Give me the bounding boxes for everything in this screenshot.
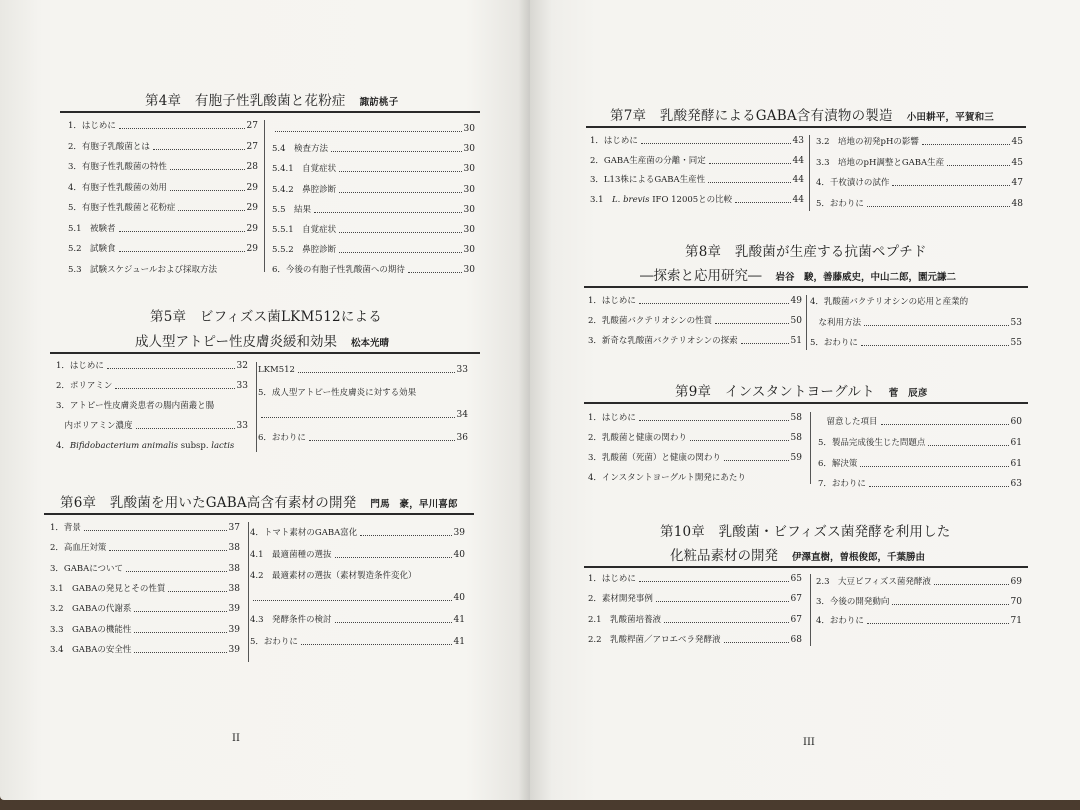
toc-page-number: 44	[792, 194, 804, 205]
toc-entry-title	[250, 614, 332, 626]
toc-entry-text: 2.2 乳酸桿菌／アロエベラ発酵液	[588, 634, 721, 645]
toc-entry-text: 5.4.1 自覚症状	[272, 164, 337, 175]
toc-page-number: 59	[790, 453, 802, 463]
toc-entry	[250, 525, 465, 539]
toc-entry-title	[50, 522, 81, 534]
chapter-10-title-line2	[670, 544, 925, 564]
toc-page-number: 43	[792, 136, 804, 146]
toc-entry-text: 4．乳酸菌バクテリオシンの応用と産業的	[810, 297, 969, 307]
toc-entry	[816, 613, 1022, 627]
toc-entry-title	[50, 603, 131, 615]
chapter-author: 菅 辰彦	[888, 388, 928, 399]
toc-entry-text: な利用方法	[810, 317, 862, 328]
toc-entry-italic: Bifidobacterium animalis	[69, 441, 179, 451]
toc-entry-title	[50, 624, 131, 636]
toc-entry-title	[816, 596, 889, 608]
toc-entry-text: 4．おわりに	[816, 616, 864, 627]
toc-page-number: 30	[463, 184, 475, 195]
toc-entry-title	[250, 549, 332, 561]
toc-entry-text: 留意した項目	[818, 417, 878, 427]
toc-page-number: 38	[228, 563, 240, 574]
toc-entry	[588, 632, 802, 646]
chapter-author: 諏訪桃子	[359, 97, 399, 108]
toc-entry-title	[50, 583, 165, 595]
toc-page-number: 39	[453, 528, 465, 538]
toc-entry-title	[816, 615, 864, 627]
leader-dots	[360, 535, 451, 536]
toc-entry-text: 5.1 被験者	[68, 223, 116, 234]
leader-dots	[134, 632, 226, 633]
toc-column-left	[50, 520, 240, 670]
chapter-author: 伊澤直樹，曽根俊郎，千葉勝由	[792, 552, 926, 563]
toc-page-number: 27	[246, 141, 258, 152]
toc-page-number: 48	[1011, 198, 1023, 209]
toc-page-number: 51	[790, 336, 802, 346]
toc-page-number: 41	[453, 636, 465, 647]
leader-dots	[168, 591, 226, 592]
toc-page-number: 40	[453, 549, 465, 560]
toc-column-right	[250, 525, 465, 675]
leader-dots	[126, 571, 226, 572]
toc-entry-text: 5．有胞子性乳酸菌と花粉症	[68, 203, 176, 213]
toc-entry-text: 3．乳酸菌（死菌）と健康の関わり	[588, 453, 721, 463]
toc-page-number: 69	[1010, 577, 1022, 587]
leader-dots	[335, 557, 452, 558]
toc-page-number: 67	[790, 594, 802, 605]
toc-entry-title	[588, 573, 636, 585]
toc-page-number: 30	[463, 164, 475, 175]
toc-entry-text: 3．L13株によるGABA生産性	[590, 175, 706, 185]
toc-entry-text: 2．素材開発事例	[588, 594, 653, 605]
toc-page-number: 34	[456, 410, 468, 420]
toc-entry-text: 5．おわりに	[810, 338, 858, 348]
toc-entry	[816, 574, 1022, 588]
toc-entry-title	[50, 542, 106, 554]
toc-entry	[588, 612, 802, 626]
toc-entry-text: 5.4 検査方法	[272, 144, 329, 155]
leader-dots	[867, 623, 1009, 624]
leader-dots	[724, 642, 789, 643]
toc-page-number: 36	[456, 432, 468, 443]
toc-entry	[50, 622, 240, 636]
chapter-6	[0, 0, 530, 680]
right-page	[530, 0, 1080, 800]
toc-entry	[50, 642, 240, 656]
toc-entry	[588, 571, 802, 585]
toc-entry-text: 2．高血圧対策	[50, 543, 107, 554]
toc-page-number: 39	[228, 604, 240, 615]
toc-entry-text: 3.3 GABAの機能性	[50, 624, 132, 635]
toc-entry-text: IFO 12005との比較	[649, 194, 733, 205]
toc-page-number: 63	[1010, 479, 1022, 490]
toc-page-number: 60	[1010, 417, 1022, 427]
toc-page-number: 58	[790, 433, 802, 443]
toc-page-number: 38	[228, 583, 240, 594]
toc-page-number: 61	[1010, 437, 1022, 448]
toc-column-left	[588, 571, 802, 651]
toc-entry-title	[250, 570, 417, 582]
page-number-right: III	[803, 737, 815, 748]
toc-page-number: 61	[1010, 458, 1022, 469]
toc-entry-text: 4.2 最適素材の選抜（素材製造条件変化）	[250, 571, 417, 582]
toc-entry-text: 3.4 GABAの安全性	[50, 644, 132, 655]
chapter-8-title: 第8章 乳酸菌が生産する抗菌ペプチド	[685, 244, 927, 260]
chapter-author: 小田耕平，平賀和三	[906, 112, 995, 123]
toc-entry-title	[588, 634, 721, 646]
toc-entry-text: 3.3 培地のpH調整とGABA生産	[816, 157, 945, 168]
leader-dots	[301, 644, 452, 645]
toc-entry-text: 4．有胞子性乳酸菌の効用	[68, 182, 167, 193]
toc-entry	[816, 594, 1022, 608]
toc-entry-text: 3.1 GABAの発見とその性質	[50, 583, 166, 594]
toc-page-number: 30	[463, 124, 475, 134]
toc-entry	[250, 568, 465, 582]
chapter-author: 松本光晴	[350, 338, 389, 349]
toc-page-number: 37	[228, 523, 240, 533]
toc-page-number: 27	[246, 121, 258, 131]
toc-entry	[250, 634, 465, 648]
leader-dots	[134, 611, 226, 612]
leader-dots	[84, 530, 227, 531]
toc-page-number: 29	[246, 182, 258, 193]
toc-entry-text: 1．はじめに	[68, 121, 116, 131]
toc-page-number: 30	[463, 265, 475, 276]
chapter-title-text: 第9章 インスタントヨーグルト	[675, 384, 875, 400]
toc-entry-text: 1．はじめに	[56, 361, 104, 371]
toc-entry-text: 3．アトピー性皮膚炎患者の腸内菌叢と腸	[56, 401, 215, 411]
toc-entry-text: 5.4.2 鼻腔診断	[272, 184, 337, 195]
toc-entry-text: 内ポリアミン濃度	[56, 421, 133, 431]
toc-entry-text: 2．乳酸菌と健康の関わり	[588, 433, 687, 443]
toc-page-number: 39	[228, 644, 240, 655]
toc-entry-text: 5.2 試験食	[68, 244, 116, 254]
chapter-subtitle-text: ―探索と応用研究―	[640, 268, 762, 284]
toc-entry-text: 5．おわりに	[250, 636, 298, 647]
chapter-6-title	[60, 491, 458, 511]
toc-entry-text: 3．新奇な乳酸菌バクテリオシンの探索	[588, 336, 738, 346]
toc-page-number: 45	[1011, 137, 1023, 147]
toc-column-right	[816, 574, 1022, 644]
leader-dots	[892, 604, 1008, 605]
toc-entry-text: 4．千枚漬けの試作	[816, 178, 890, 188]
chapter-author: 岩谷 駿，善藤威史，中山二郎，園元謙二	[775, 272, 957, 283]
toc-page-number: 53	[1010, 317, 1022, 328]
chapter-10	[530, 0, 1080, 660]
toc-page-number: 39	[228, 624, 240, 635]
toc-entry-text: 3．有胞子性乳酸菌の特性	[68, 162, 167, 172]
leader-dots	[664, 622, 789, 623]
leader-dots	[335, 622, 452, 623]
toc-entry	[50, 561, 240, 575]
toc-page-number: 67	[790, 614, 802, 625]
toc-entry-title	[50, 563, 123, 575]
toc-entry	[50, 581, 240, 595]
toc-page-number: 33	[236, 421, 248, 431]
toc-page-number: 30	[463, 225, 475, 235]
toc-entry-text: 4.1 最適菌種の選抜	[250, 549, 332, 560]
toc-entry-text: 2.3 大豆ビフィズス菌発酵液	[816, 577, 931, 587]
toc-page-number: 47	[1011, 178, 1023, 188]
toc-entry-text: LKM512	[258, 365, 295, 375]
toc-page-number: 33	[456, 365, 468, 375]
toc-entry	[588, 591, 802, 605]
toc-entry	[250, 590, 465, 604]
chapter-title-text: 第7章 乳酸発酵によるGABA含有漬物の製造	[610, 108, 893, 124]
toc-entry-text: 3．今後の開発動向	[816, 596, 890, 607]
toc-entry-text: 5.3 試験スケジュールおよび採取方法	[68, 264, 218, 275]
toc-page-number: 71	[1010, 616, 1022, 627]
toc-entry-text: 5.5 結果	[272, 204, 312, 215]
toc-entry	[50, 520, 240, 534]
toc-page-number: 49	[790, 296, 802, 306]
page-number-left: II	[232, 733, 240, 744]
chapter-title-text: 成人型アトピー性皮膚炎緩和効果	[135, 334, 337, 350]
toc-entry	[50, 540, 240, 554]
toc-entry-text: 1．はじめに	[588, 296, 636, 306]
toc-entry-text: 4．	[56, 441, 70, 451]
toc-page-number: 58	[790, 413, 802, 423]
toc-page-number: 44	[792, 175, 804, 185]
toc-entry-title	[816, 576, 931, 588]
toc-entry	[250, 547, 465, 561]
toc-entry-text: subsp.	[178, 441, 212, 451]
toc-page-number: 38	[228, 543, 240, 554]
chapter-10-title-line1: 第10章 乳酸菌・ビフィズス菌発酵を利用した	[660, 524, 951, 540]
toc-entry	[250, 612, 465, 626]
toc-entry	[50, 601, 240, 615]
toc-page-number: 33	[236, 381, 248, 391]
chapter-title-text: 第4章 有胞子性乳酸菌と花粉症	[145, 93, 346, 109]
toc-entry-text: 1．背景	[50, 523, 81, 533]
toc-entry-text: 1．はじめに	[588, 413, 636, 423]
toc-entry-text: 3．GABAについて	[50, 563, 124, 574]
toc-entry-text: 1．はじめに	[590, 136, 638, 146]
toc-entry-title	[588, 614, 661, 626]
toc-entry-text: 3.2 培地の初発pHの影響	[816, 137, 919, 147]
toc-page-number: 41	[453, 614, 465, 625]
leader-dots	[934, 584, 1009, 585]
toc-entry-text: 6．おわりに	[258, 432, 306, 443]
chapter-10-rule	[584, 566, 1028, 568]
leader-dots	[134, 652, 226, 653]
toc-entry-text: 2．ポリアミン	[56, 381, 113, 391]
toc-entry-text: 1．はじめに	[588, 574, 636, 584]
toc-page-number: 70	[1010, 596, 1022, 607]
toc-page-number: 50	[790, 316, 802, 326]
toc-entry-text: 6．今後の有胞子性乳酸菌への期待	[272, 265, 405, 276]
toc-page-number: 30	[463, 204, 475, 215]
toc-page-number: 29	[246, 203, 258, 213]
toc-page-number: 55	[1010, 338, 1022, 348]
toc-entry-text: 5.5.1 自覚症状	[272, 225, 337, 235]
toc-entry-title	[588, 593, 653, 605]
toc-entry-text: 3.1	[590, 194, 613, 205]
toc-entry-title	[250, 527, 357, 539]
toc-entry-text: 5．製品完成後生じた問題点	[818, 437, 926, 448]
toc-entry-text: 6．解決策	[818, 458, 858, 469]
chapter-title-text: 第6章 乳酸菌を用いたGABA高含有素材の開発	[60, 495, 357, 511]
toc-entry-text: 5．成人型アトピー性皮膚炎に対する効果	[258, 387, 417, 398]
toc-entry-text: 2.1 乳酸菌培養液	[588, 614, 662, 625]
toc-page-number: 32	[236, 361, 248, 371]
toc-entry-italic: lactis	[211, 441, 235, 451]
chapter-5-title-line1: 第5章 ビフィズス菌LKM512による	[150, 309, 382, 325]
toc-entry-text: 5.5.2 鼻腔診断	[272, 245, 337, 256]
toc-page-number: 28	[246, 162, 258, 172]
toc-page-number: 65	[790, 574, 802, 584]
toc-page-number: 40	[453, 593, 465, 604]
toc-entry-text: 3.2 GABAの代謝系	[50, 604, 132, 615]
toc-entry-text: 2．GABA生産菌の分離・同定	[590, 155, 706, 166]
toc-page-number: 30	[463, 245, 475, 256]
toc-page-number: 45	[1011, 157, 1023, 168]
leader-dots	[656, 601, 789, 602]
toc-entry-text: 5．おわりに	[816, 198, 864, 209]
toc-page-number: 44	[792, 155, 804, 166]
column-divider	[248, 522, 249, 662]
toc-page-number: 68	[790, 634, 802, 645]
toc-page-number: 29	[246, 223, 258, 234]
toc-page-number: 29	[246, 244, 258, 254]
toc-entry-text: 2．有胞子乳酸菌とは	[68, 141, 150, 152]
toc-entry-text: 4．インスタントヨーグルト開発にあたり	[588, 473, 746, 483]
chapter-title-text: 化粧品素材の開発	[670, 548, 778, 564]
toc-page-number: 30	[463, 144, 475, 155]
leader-dots	[639, 581, 789, 582]
chapter-author: 門馬 豪，早川喜郎	[370, 499, 458, 510]
chapter-6-rule	[44, 513, 474, 515]
toc-entry-italic: L. brevis	[612, 194, 650, 205]
toc-entry-title	[50, 644, 131, 656]
toc-entry-text: 2．乳酸菌バクテリオシンの性質	[588, 316, 713, 326]
toc-entry-title	[250, 636, 298, 648]
toc-entry-text: 4．トマト素材のGABA富化	[250, 528, 358, 538]
left-page	[0, 0, 530, 800]
toc-entry-text: 4.3 発酵条件の検討	[250, 614, 332, 625]
leader-dots	[109, 550, 226, 551]
column-divider	[810, 574, 811, 646]
toc-entry-text: 7．おわりに	[818, 479, 866, 490]
leader-dots	[253, 600, 452, 601]
